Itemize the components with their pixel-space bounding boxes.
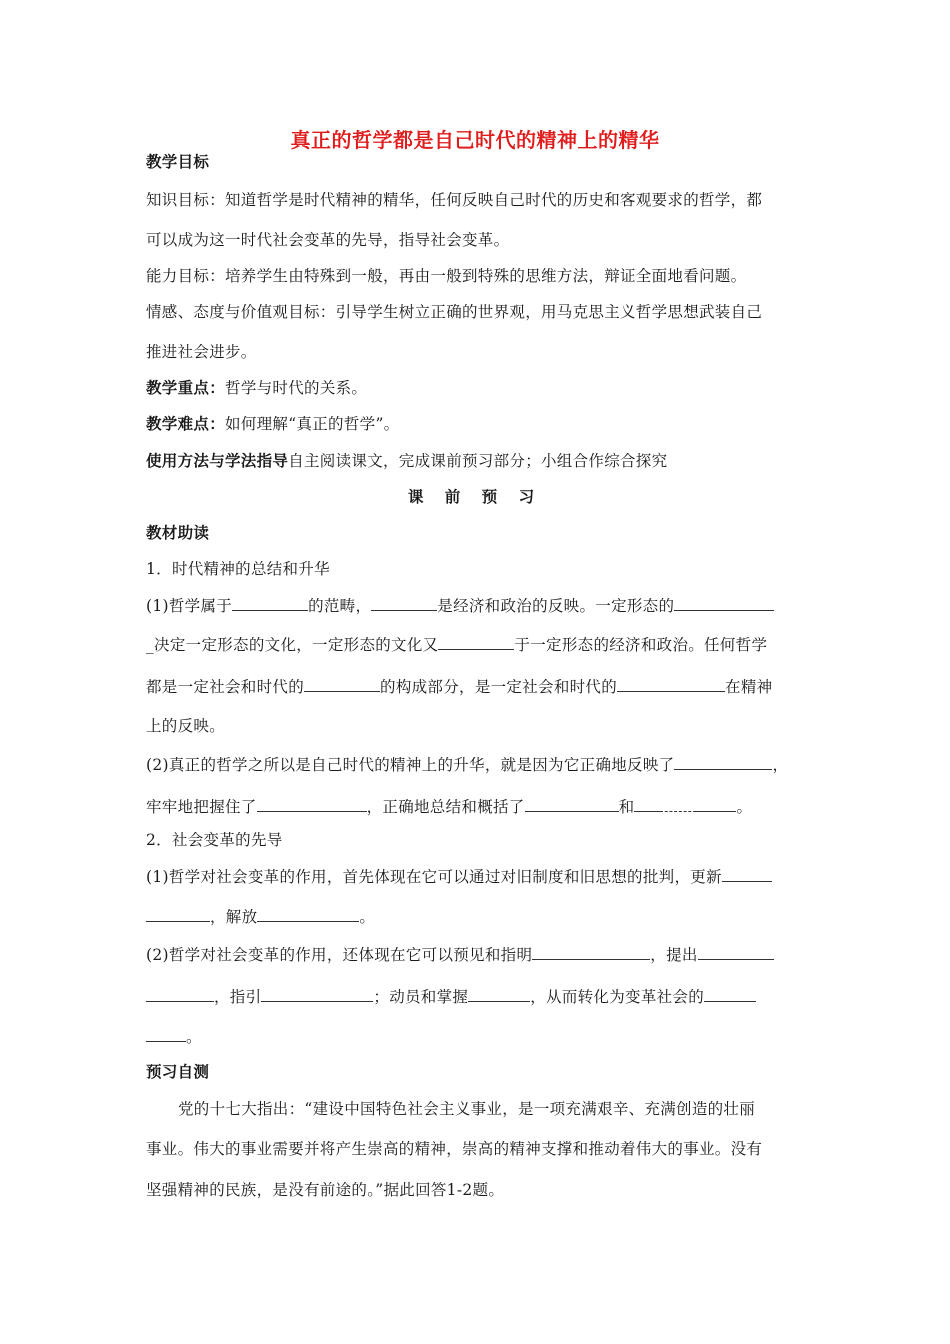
text-segment: (1)哲学属于 xyxy=(146,597,233,615)
method-label: 使用方法与学法指导 xyxy=(146,452,289,470)
fill-blank[interactable] xyxy=(696,796,736,812)
fill-blank[interactable] xyxy=(146,1026,186,1042)
s1-question-1-line-2 xyxy=(146,634,814,655)
s2-question-2-line-2 xyxy=(146,986,814,1007)
fill-blank[interactable] xyxy=(634,796,660,812)
text-segment: 于一定形态的经济和政治。任何哲学 xyxy=(514,636,768,654)
text-segment: ， xyxy=(772,756,789,774)
section-1-title: 1．时代精神的总结和升华 xyxy=(146,560,330,578)
text-segment: 都是一定社会和时代的 xyxy=(146,678,305,696)
self-test-line-1: 党的十七大指出：“建设中国特色社会主义事业，是一项充满艰辛、充满创造的壮丽 xyxy=(178,1100,756,1118)
key-point-label: 教学重点： xyxy=(146,379,226,397)
text-segment: ；动员和掌握 xyxy=(373,988,469,1006)
s1-question-1-line-3 xyxy=(146,676,814,697)
text-segment: ，解放 xyxy=(210,908,258,926)
s2-question-2-line-1 xyxy=(146,944,814,965)
knowledge-objective-line-1: 知识目标：知道哲学是时代精神的精华，任何反映自己时代的历史和客观要求的哲学，都 xyxy=(146,191,763,209)
s2-question-1-line-2 xyxy=(146,906,814,927)
text-segment: ，从而转化为变革社会的 xyxy=(530,988,705,1006)
text-segment: ，正确地总结和概括了 xyxy=(366,798,525,816)
text-segment: (1)哲学对社会变革的作用，首先体现在它可以通过对旧制度和旧思想的批判，更新 xyxy=(146,868,722,886)
fill-blank[interactable] xyxy=(722,866,772,882)
fill-blank[interactable] xyxy=(257,796,367,812)
fill-blank[interactable] xyxy=(525,796,619,812)
s1-question-2-line-2 xyxy=(146,796,814,817)
text-segment: (2)哲学对社会变革的作用，还体现在它可以预见和指明 xyxy=(146,946,533,964)
method-text: 自主阅读课文，完成课前预习部分；小组合作综合探究 xyxy=(288,452,668,470)
text-segment: 。 xyxy=(186,1028,202,1046)
fill-blank[interactable] xyxy=(146,986,214,1002)
s1-question-2-line-1 xyxy=(146,754,814,775)
text-segment: 和 xyxy=(618,798,635,816)
section-2-title: 2．社会变革的先导 xyxy=(146,831,283,849)
s2-question-1-line-1 xyxy=(146,866,814,887)
preview-heading: 课 前 预 习 xyxy=(407,488,543,506)
knowledge-objective-line-2: 可以成为这一时代社会变革的先导，指导社会变革。 xyxy=(146,231,510,249)
text-segment: 的构成部分，是一定社会和时代的 xyxy=(380,678,618,696)
fill-blank[interactable] xyxy=(371,595,437,611)
emotion-objective-line-2: 推进社会进步。 xyxy=(146,343,257,361)
emotion-objective-line-1: 情感、态度与价值观目标：引导学生树立正确的世界观，用马克思主义哲学思想武装自己 xyxy=(146,303,763,321)
key-point-text: 哲学与时代的关系。 xyxy=(225,379,368,397)
text-segment: _决定一定形态的文化，一定形态的文化又 xyxy=(146,636,439,654)
fill-blank[interactable] xyxy=(257,906,359,922)
text-segment: 。 xyxy=(736,798,753,816)
method xyxy=(146,451,814,471)
reading-heading: 教材助读 xyxy=(146,524,210,542)
s1-question-1-line-4: 上的反映。 xyxy=(146,717,226,735)
fill-blank[interactable] xyxy=(261,986,373,1002)
difficulty-label: 教学难点： xyxy=(146,415,226,433)
self-test-line-3: 坚强精神的民族，是没有前途的。”据此回答1-2题。 xyxy=(146,1181,505,1199)
text-segment: 在精神 xyxy=(725,678,773,696)
fill-blank[interactable] xyxy=(674,754,772,770)
text-segment: ，提出 xyxy=(650,946,698,964)
s2-question-2-line-3 xyxy=(146,1026,814,1047)
fill-blank[interactable] xyxy=(674,595,774,611)
key-point xyxy=(146,378,814,398)
text-segment: 是经济和政治的反映。一定形态的 xyxy=(437,597,675,615)
fill-blank[interactable] xyxy=(438,634,514,650)
s1-question-1-line-1 xyxy=(146,595,814,616)
difficulty-text: 如何理解“真正的哲学”。 xyxy=(225,415,400,433)
fill-blank[interactable] xyxy=(698,944,774,960)
fill-blank[interactable] xyxy=(532,944,650,960)
self-test-heading: 预习自测 xyxy=(146,1063,210,1081)
text-segment: 牢牢地把握住了 xyxy=(146,798,257,816)
text-segment: 。 xyxy=(359,908,376,926)
objectives-heading: 教学目标 xyxy=(146,153,210,171)
fill-blank[interactable] xyxy=(468,986,530,1002)
fill-blank[interactable] xyxy=(617,676,725,692)
text-segment: ，指引 xyxy=(214,988,262,1006)
text-segment: (2)真正的哲学之所以是自己时代的精神上的升华，就是因为它正确地反映了 xyxy=(146,756,675,774)
self-test-line-2: 事业。伟大的事业需要并将产生崇高的精神，崇高的精神支撑和推动着伟大的事业。没有 xyxy=(146,1140,763,1158)
fill-blank[interactable] xyxy=(660,796,696,812)
page-title: 真正的哲学都是自己时代的精神上的精华 xyxy=(290,128,660,152)
fill-blank[interactable] xyxy=(304,676,380,692)
ability-objective: 能力目标：培养学生由特殊到一般，再由一般到特殊的思维方法，辩证全面地看问题。 xyxy=(146,267,747,285)
text-segment: 的范畴， xyxy=(308,597,372,615)
fill-blank[interactable] xyxy=(146,906,210,922)
difficulty xyxy=(146,414,814,434)
fill-blank[interactable] xyxy=(232,595,308,611)
fill-blank[interactable] xyxy=(704,986,756,1002)
